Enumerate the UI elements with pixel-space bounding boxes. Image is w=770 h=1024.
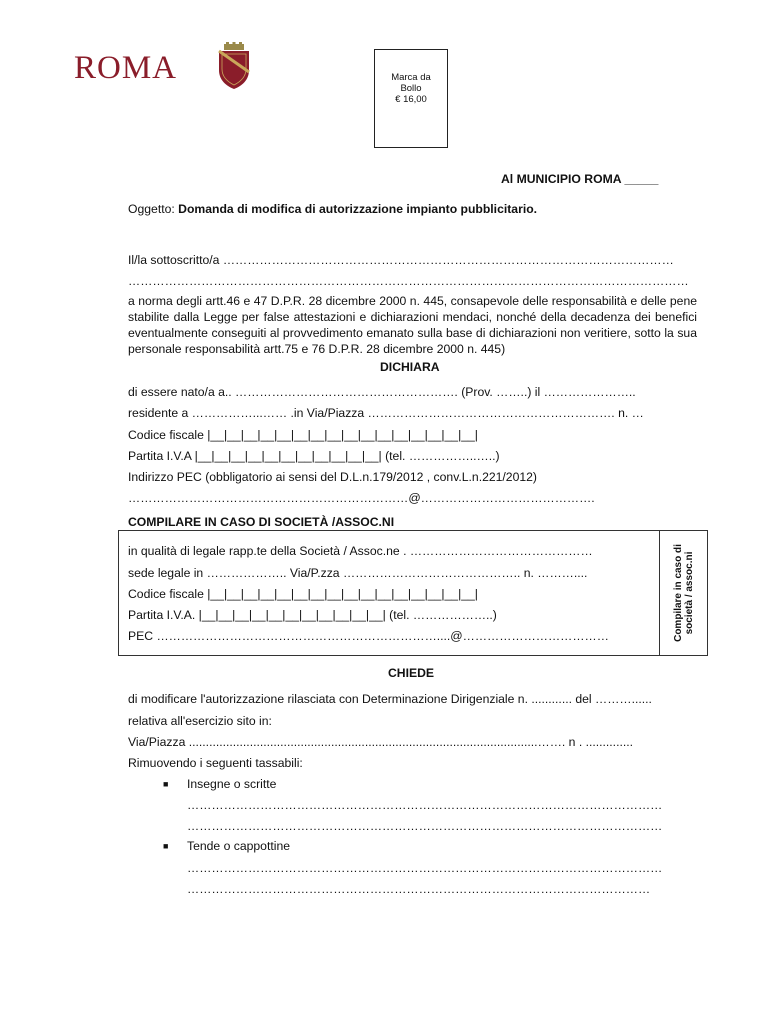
pec-field[interactable]: ……………………………………………………………@……………………………………. [128, 491, 595, 505]
company-box-divider [659, 530, 660, 656]
roma-logo-text: ROMA [74, 50, 178, 86]
signs-detail-field[interactable]: ……………………………………………………………………………………………………… [187, 798, 663, 812]
chiede-heading: CHIEDE [388, 666, 435, 680]
subject-label: Oggetto: [128, 202, 175, 216]
awnings-detail-field[interactable]: ……………………………………………………………………………………………………… [187, 861, 663, 875]
stamp-line: € 16,00 [395, 94, 427, 105]
registered-office-field[interactable]: sede legale in ……………….. Via/P.zza …………………………………….. n. ……….... [128, 566, 588, 580]
awnings-detail-field-2[interactable]: …………………………………………………………………………………………………… [187, 882, 651, 896]
company-side-label [662, 535, 706, 651]
stamp-line: Marca da [391, 72, 431, 83]
subject-text: Domanda di modifica di autorizzazione impianto pubblicitario. [178, 202, 538, 216]
side-label-line2: società / assoc.ni [684, 551, 695, 635]
signs-detail-field-2[interactable]: ……………………………………………………………………………………………………… [187, 819, 663, 833]
taxable-items-label: Rimuovendo i seguenti tassabili: [128, 756, 303, 770]
location-label: relativa all'esercizio sito in: [128, 714, 272, 728]
vat-number-field[interactable]: Partita I.V.A |__|__|__|__|__|__|__|__|__|__|__| (tel. ……………..…..) [128, 449, 500, 463]
signatory-name-line[interactable]: Il/la sottoscritto/a ………………………………………………………………………………………………… [128, 253, 674, 267]
bullet-icon: ■ [163, 779, 169, 789]
roma-crest-icon [216, 42, 252, 90]
stamp-line: Bollo [400, 83, 422, 94]
legal-rep-field[interactable]: in qualità di legale rapp.te della Società / Assoc.ne . ……………………………………… [128, 544, 593, 558]
dichiara-heading: DICHIARA [380, 360, 440, 374]
awnings-item-label: Tende o cappottine [187, 839, 290, 853]
birth-info-field[interactable]: di essere nato/a a.. ………………………………………………. (Prov. ……..) il ………………….. [128, 385, 636, 399]
addressee: Al MUNICIPIO ROMA _____ [501, 172, 659, 186]
residence-field[interactable]: residente a ……………...…… .in Via/Piazza ……………………………………………………. n. … [128, 406, 644, 420]
signatory-name-line-continued[interactable]: ………………………………………………………………………………………………………………………… [128, 274, 689, 288]
bullet-icon: ■ [163, 841, 169, 851]
signs-item-label: Insegne o scritte [187, 777, 277, 791]
company-section-heading: COMPILARE IN CASO DI SOCIETÀ /ASSOC.NI [128, 515, 395, 529]
company-pec-field[interactable]: PEC ……………………………………………………………....@……………………………… [128, 629, 609, 643]
legal-declaration-paragraph: a norma degli artt.46 e 47 D.P.R. 28 dicembre 2000 n. 445, consapevole delle responsabilità e delle pene stabilite dalla Legge per false attestazioni e dichiarazioni mendaci, nonché della decadenza dei benefici eventualmente conseguiti al provvedimento emanato sulla base di dichiarazioni non veritiere, sotto la sua personale responsabilità artt.75 e 76 D.P.R. 28 dicembre 2000 n. 445) [128, 294, 697, 356]
pec-label: Indirizzo PEC (obbligatorio ai sensi del D.L.n.179/2012 , conv.L.n.221/2012) [128, 470, 537, 484]
tax-code-field[interactable]: Codice fiscale |__|__|__|__|__|__|__|__|__|__|__|__|__|__|__|__| [128, 428, 478, 442]
company-tax-code-field[interactable]: Codice fiscale |__|__|__|__|__|__|__|__|__|__|__|__|__|__|__|__| [128, 587, 478, 601]
determination-field[interactable]: di modificare l'autorizzazione rilasciata con Determinazione Dirigenziale n. ............ del ………...... [128, 692, 652, 706]
side-label-line1: Compilare in caso di [673, 544, 684, 642]
revenue-stamp-box [374, 49, 448, 148]
street-field[interactable]: Via/Piazza .......................................................................................................……. n . .............. [128, 735, 634, 749]
subject-line [128, 202, 537, 216]
company-vat-field[interactable]: Partita I.V.A. |__|__|__|__|__|__|__|__|__|__|__| (tel. ………………..) [128, 608, 497, 622]
